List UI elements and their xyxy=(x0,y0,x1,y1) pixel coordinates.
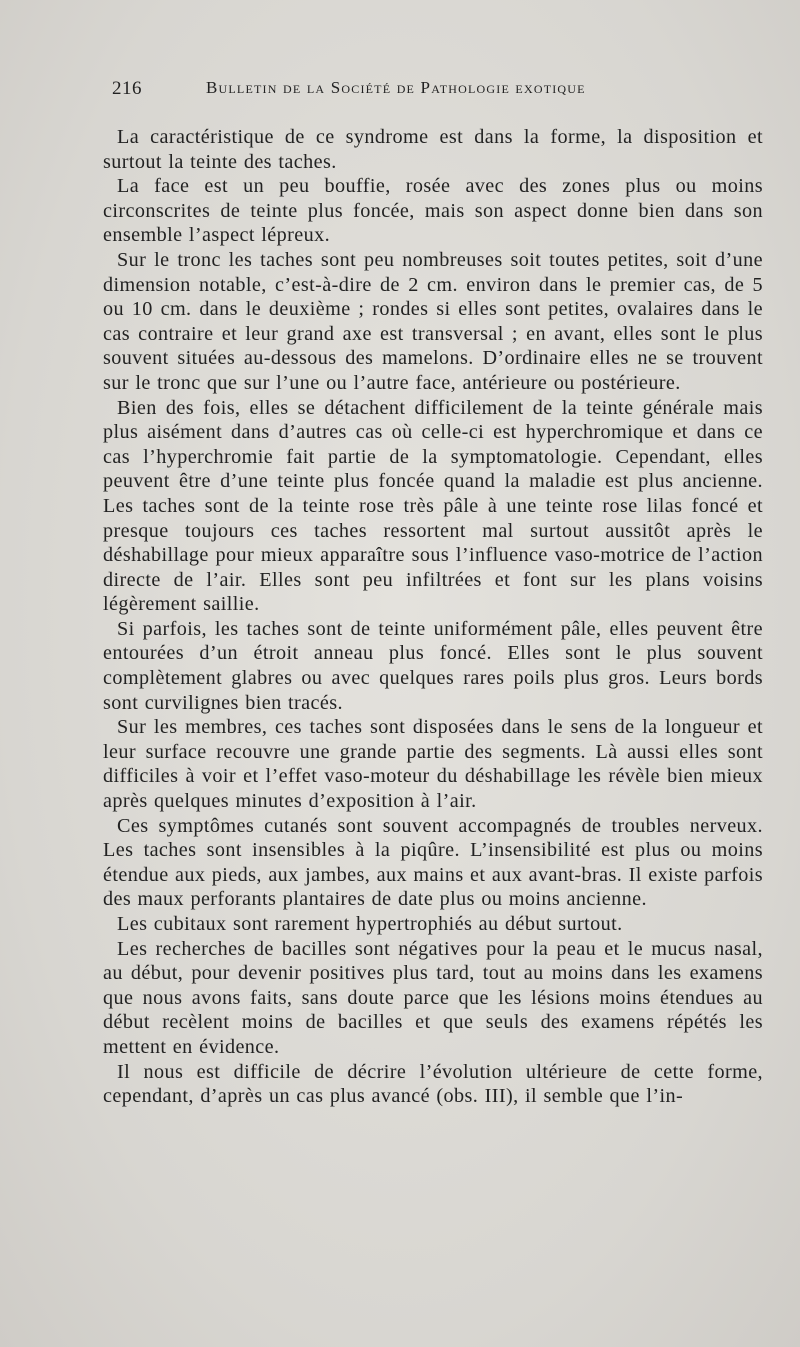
paragraph: Bien des fois, elles se détachent difficilement de la teinte générale mais plus aisément dans d’autres cas où celle-ci est hyperchromique et dans ce cas l’hyperchromie fait partie de la symptomatologie. Cependant, elles peuvent être d’une teinte plus foncée quand la maladie est plus ancienne. Les taches sont de la teinte rose très pâle à une teinte rose lilas foncé et presque toujours ces taches ressortent mal surtout aussitôt après le déshabillage pour mieux apparaître sous l’influence vaso-motrice de l’action directe de l’air. Elles sont peu infiltrées et font sur les plans voisins légèrement saillie. xyxy=(103,396,763,616)
body-text xyxy=(103,125,763,1109)
paragraph: Si parfois, les taches sont de teinte uniformément pâle, elles peuvent être entourées d’un étroit anneau plus foncé. Elles sont le plus souvent complètement glabres ou avec quelques rares poils plus gros. Leurs bords sont curvilignes bien tracés. xyxy=(103,617,763,714)
paragraph: Ces symptômes cutanés sont souvent accompagnés de troubles nerveux. Les taches sont insensibles à la piqûre. L’insensibilité est plus ou moins étendue aux pieds, aux jambes, aux mains et aux avant-bras. Il existe parfois des maux perforants plantaires de date plus ou moins ancienne. xyxy=(103,814,763,911)
paragraph: La face est un peu bouffie, rosée avec des zones plus ou moins circonscrites de teinte plus foncée, mais son aspect donne bien dans son ensemble l’aspect lépreux. xyxy=(103,175,763,247)
paragraph: Sur les membres, ces taches sont disposées dans le sens de la longueur et leur surface recouvre une grande partie des segments. Là aussi elles sont difficiles à voir et l’effet vaso-moteur du déshabillage les révèle bien mieux après quelques minutes d’exposition à l’air. xyxy=(103,716,763,813)
running-title: Bulletin de la Société de Pathologie exotique xyxy=(206,78,586,97)
paragraph: Les cubitaux sont rarement hypertrophiés au début surtout. xyxy=(117,913,623,935)
paragraph: La caractéristique de ce syndrome est dans la forme, la disposition et surtout la teinte des taches. xyxy=(103,126,763,173)
paragraph: Les recherches de bacilles sont négatives pour la peau et le mucus nasal, au début, pour devenir positives plus tard, tout au moins dans les examens que nous avons faits, sans doute parce que les lésions moins étendues au début recèlent moins de bacilles et que seuls des examens répétés les mettent en évidence. xyxy=(103,937,763,1058)
paragraph: Sur le tronc les taches sont peu nombreuses soit toutes petites, soit d’une dimension notable, c’est-à-dire de 2 cm. environ dans le premier cas, de 5 ou 10 cm. dans le deuxième ; rondes si elles sont petites, ovalaires dans le cas contraire et leur grand axe est transversal ; en avant, elles sont le plus souvent situées au-dessous des mamelons. D’ordinaire elles ne se trouvent sur le tronc que sur l’une ou l’autre face, antérieure ou postérieure. xyxy=(103,248,763,394)
paragraph: Il nous est difficile de décrire l’évolution ultérieure de cette forme, cependant, d’après un cas plus avancé (obs. III), il semble que l’in- xyxy=(103,1060,763,1108)
page-number: 216 xyxy=(112,78,142,99)
page-header xyxy=(112,74,712,104)
